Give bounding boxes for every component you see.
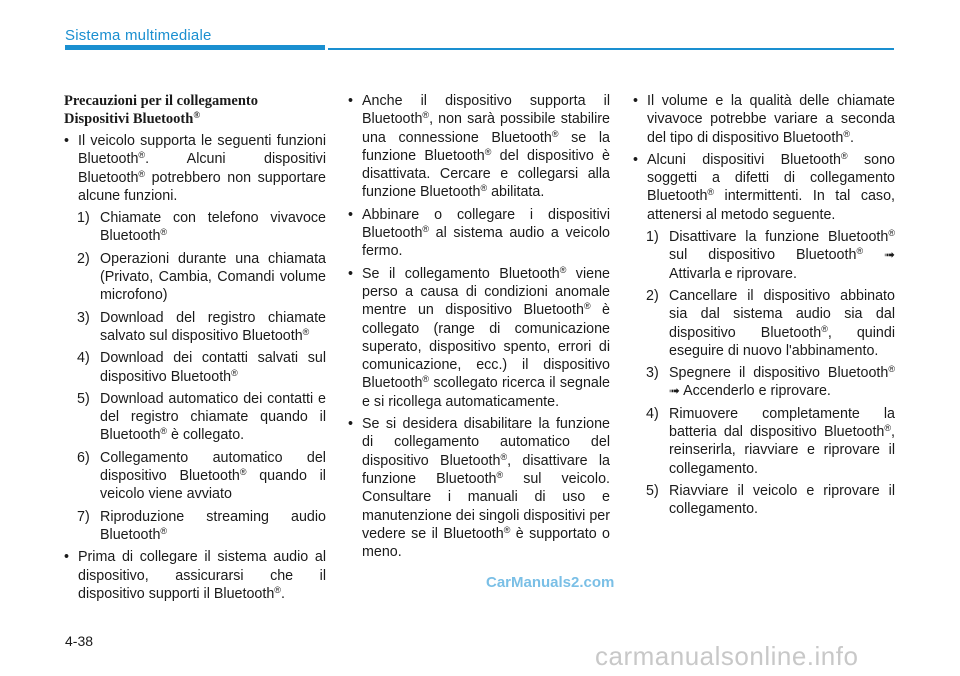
- page-number: 4-38: [65, 633, 94, 649]
- column-3: [633, 92, 895, 523]
- bullet-auto-reconnect: • Se il collegamento Bluetooth® viene perso a causa di condizioni anomale mentre un dispositivo Bluetooth® è collegato (range di comunicazione superato, dispositivo spento, errori di comunicazione, ecc.) il dispositivo Bluetooth® scollegato ricerca il segnale e si ricollega automaticamente.: [348, 265, 610, 411]
- list-item: 4) Rimuovere completamente la batteria dal dispositivo Bluetooth®, reinserirla, riavviare e riprovare il collegamento.: [646, 405, 895, 477]
- list-item: 2) Cancellare il dispositivo abbinato sia dal sistema audio sia dal dispositivo Bluetooth®, quindi eseguire di nuovo l'abbinamento.: [646, 287, 896, 359]
- bullet-pair-stopped: • Abbinare o collegare i dispositivi Bluetooth® al sistema audio a veicolo fermo.: [348, 206, 610, 261]
- bullet-call-quality: • Il volume e la qualità delle chiamate vivavoce potrebbe variare a seconda del tipo di dispositivo Bluetooth®.: [633, 92, 895, 147]
- bullet-supported-functions: • Il veicolo supporta le seguenti funzioni Bluetooth®. Alcuni dispositivi Bluetooth® potrebbero non supportare alcune funzioni.: [64, 132, 326, 205]
- arrow-icon: ➟: [669, 383, 680, 399]
- list-item: 7) Riproduzione streaming audio Bluetooth®: [77, 508, 326, 543]
- watermark: CarManuals2.com: [486, 574, 615, 591]
- bullet-disable-auto-connect: • Se si desidera disabilitare la funzione di collegamento automatico del dispositivo Bluetooth®, disattivare la funzione Bluetooth® sul veicolo. Consultare i manuali di uso e manutenzione dei singoli dispositivi per vedere se il Bluetooth® è supportato o meno.: [348, 415, 610, 561]
- precautions-heading: Precauzioni per il collegamento Dispositivi Bluetooth®: [64, 93, 258, 127]
- arrow-icon: ➟: [884, 247, 895, 263]
- list-item: 3) Download del registro chiamate salvato sul dispositivo Bluetooth®: [77, 309, 326, 344]
- list-item: 5) Download automatico dei contatti e del registro chiamate quando il Bluetooth® è collegato.: [77, 390, 326, 444]
- list-item: 1) Disattivare la funzione Bluetooth® sul dispositivo Bluetooth® ➟ Attivarla e riprovare.: [646, 228, 895, 282]
- bullet-intermittent-defects: • Alcuni dispositivi Bluetooth® sono soggetti a difetti di collegamento Bluetooth® intermittenti. In tal caso, attenersi al metodo seguente.: [633, 151, 895, 224]
- bullet-check-support: • Prima di collegare il sistema audio al dispositivo, assicurarsi che il dispositivo supporti il Bluetooth®.: [64, 548, 326, 603]
- column-2: [348, 92, 610, 565]
- list-item: 2) Operazioni durante una chiamata (Privato, Cambia, Comandi volume microfono): [77, 250, 326, 304]
- site-watermark: carmanualsonline.info: [595, 641, 859, 671]
- header-bar-thick: [65, 45, 325, 50]
- column-1: [64, 92, 326, 607]
- list-item: 4) Download dei contatti salvati sul dispositivo Bluetooth®: [77, 350, 326, 385]
- section-title: Sistema multimediale: [65, 27, 212, 44]
- list-item: 5) Riavviare il veicolo e riprovare il collegamento.: [646, 482, 895, 518]
- list-item: 1) Chiamate con telefono vivavoce Bluetooth®: [77, 210, 326, 245]
- list-item: 3) Spegnere il dispositivo Bluetooth® ➟ Accenderlo e riprovare.: [646, 364, 895, 400]
- bullet-bluetooth-disabled: • Anche il dispositivo supporta il Bluetooth®, non sarà possibile stabilire una connessione Bluetooth® se la funzione Bluetooth® del dispositivo è disattivata. Cercare e collegarsi alla funzione Bluetooth® abilitata.: [348, 92, 610, 202]
- header-bar-thin: [328, 48, 894, 50]
- list-item: 6) Collegamento automatico del dispositivo Bluetooth® quando il veicolo viene avviato: [77, 449, 326, 503]
